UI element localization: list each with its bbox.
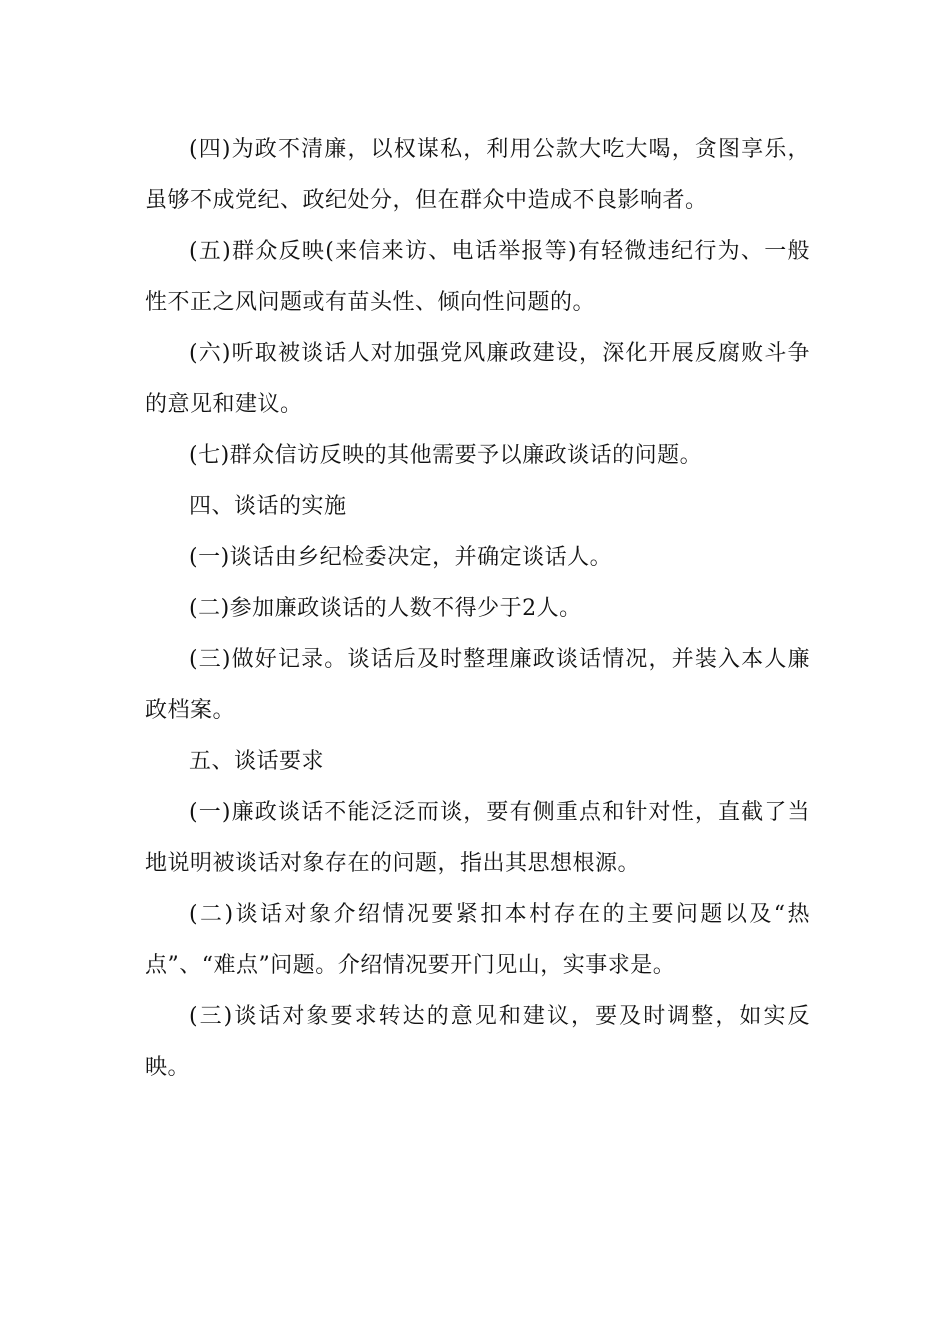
paragraph-implementation-2: (二)参加廉政谈话的人数不得少于2人。: [189, 596, 582, 621]
paragraph-requirement-2: (二)谈话对象介绍情况要紧扣本村存在的主要问题以及“热点”、“难点”问题。介绍情况要开门见山，实事求是。: [145, 902, 810, 978]
paragraph-requirement-3: (三)谈话对象要求转达的意见和建议，要及时调整，如实反映。: [145, 1004, 810, 1080]
paragraph-item-7: (七)群众信访反映的其他需要予以廉政谈话的问题。: [189, 443, 703, 468]
paragraph-item-4: (四)为政不清廉，以权谋私，利用公款大吃大喝，贪图享乐，虽够不成党纪、政纪处分，但在群众中造成不良影响者。: [145, 137, 810, 213]
section-heading-requirements: 五、谈话要求: [189, 749, 325, 774]
document-body: [145, 124, 810, 1093]
paragraph-item-6: (六)听取被谈话人对加强党风廉政建设，深化开展反腐败斗争的意见和建议。: [145, 341, 810, 417]
paragraph-implementation-1: (一)谈话由乡纪检委决定，并确定谈话人。: [189, 545, 613, 570]
paragraph-item-5: (五)群众反映(来信来访、电话举报等)有轻微违纪行为、一般性不正之风问题或有苗头性、倾向性问题的。: [145, 239, 810, 315]
section-heading-implementation: 四、谈话的实施: [189, 494, 347, 519]
paragraph-implementation-3: (三)做好记录。谈话后及时整理廉政谈话情况，并装入本人廉政档案。: [145, 647, 810, 723]
paragraph-requirement-1: (一)廉政谈话不能泛泛而谈，要有侧重点和针对性，直截了当地说明被谈话对象存在的问题，指出其思想根源。: [145, 800, 810, 876]
